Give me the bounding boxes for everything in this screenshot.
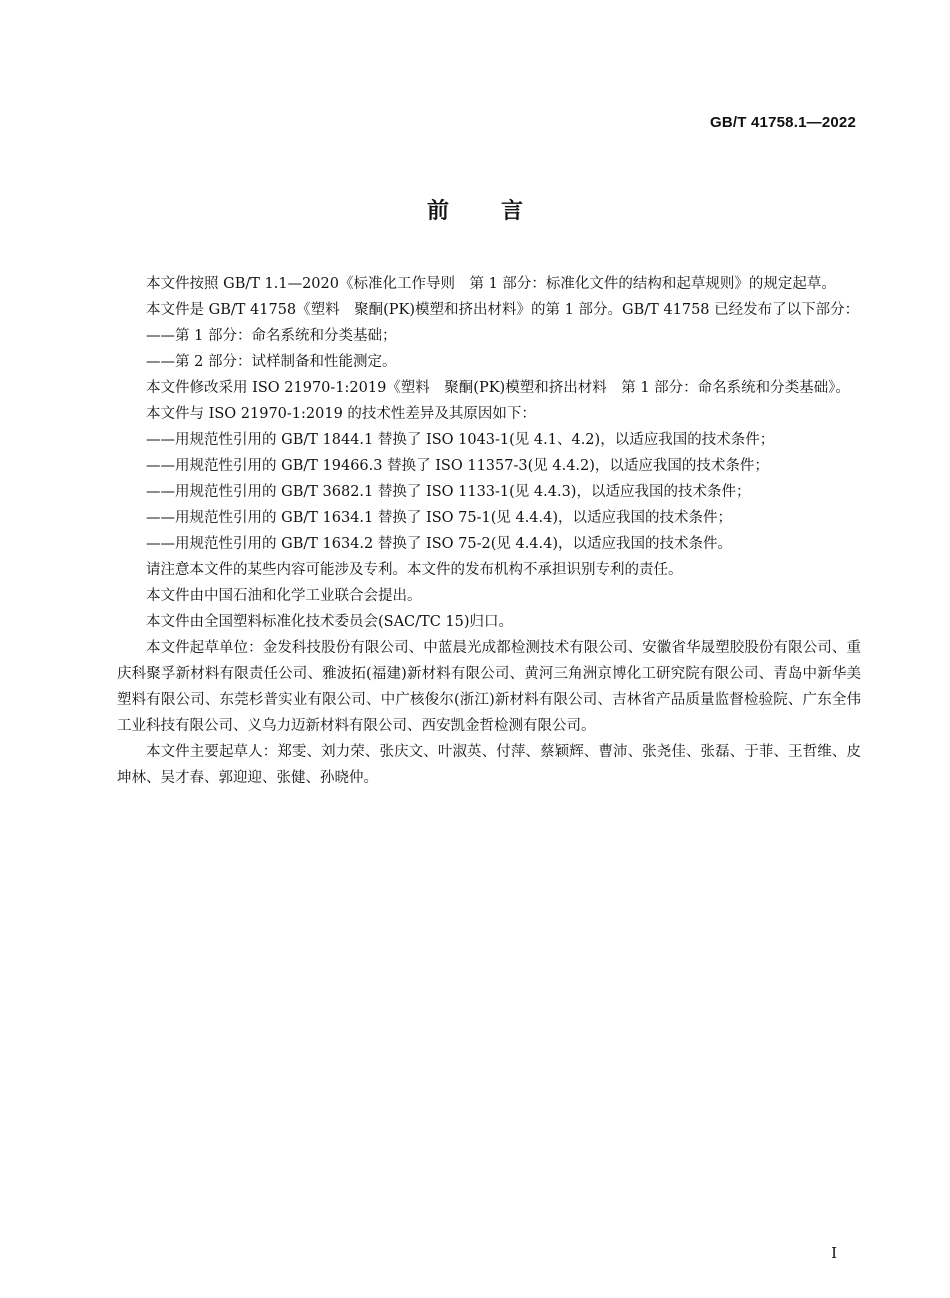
paragraph-part-info: 本文件是 GB/T 41758《塑料 聚酮(PK)模塑和挤出材料》的第 1 部分。GB/T 41758 已经发布了以下部分： xyxy=(146,302,860,318)
standard-code: GB/T 41758.1—2022 xyxy=(710,114,856,131)
list-item-difference-5: ——用规范性引用的 GB/T 1634.2 替换了 ISO 75-2(见 4.4.4)，以适应我国的技术条件。 xyxy=(146,536,733,552)
paragraph-iso-adoption: 本文件修改采用 ISO 21970-1:2019《塑料 聚酮(PK)模塑和挤出材料 第 1 部分：命名系统和分类基础》。 xyxy=(146,380,850,396)
list-item-difference-2: ——用规范性引用的 GB/T 19466.3 替换了 ISO 11357-3(见 4.4.2)，以适应我国的技术条件； xyxy=(146,458,769,474)
page-number: I xyxy=(831,1244,837,1262)
paragraph-patent-notice: 请注意本文件的某些内容可能涉及专利。本文件的发布机构不承担识别专利的责任。 xyxy=(146,562,683,578)
paragraph-drafting-units: 本文件起草单位：金发科技股份有限公司、中蓝晨光成都检测技术有限公司、安徽省华晟塑胶股份有限公司、重庆科聚孚新材料有限责任公司、雅波拓(福建)新材料有限公司、黄河三角洲京博化工研究院有限公司、青岛中新华美塑料有限公司、东莞杉普实业有限公司、中广核俊尔(浙江)新材料有限公司、吉林省产品质量监督检验院、广东全伟工业科技有限公司、义乌力迈新材料有限公司、西安凯金哲检测有限公司。 xyxy=(117,640,861,734)
list-item-difference-4: ——用规范性引用的 GB/T 1634.1 替换了 ISO 75-1(见 4.4.4)，以适应我国的技术条件； xyxy=(146,510,733,526)
paragraph-drafting-rules: 本文件按照 GB/T 1.1—2020《标准化工作导则 第 1 部分：标准化文件的结构和起草规则》的规定起草。 xyxy=(146,276,836,292)
paragraph-differences-intro: 本文件与 ISO 21970-1:2019 的技术性差异及其原因如下： xyxy=(146,406,536,422)
foreword-body xyxy=(117,271,861,791)
paragraph-proposed-by: 本文件由中国石油和化学工业联合会提出。 xyxy=(146,588,422,604)
list-item-part-1: ——第 1 部分：命名系统和分类基础； xyxy=(146,328,397,344)
list-item-difference-3: ——用规范性引用的 GB/T 3682.1 替换了 ISO 1133-1(见 4.4.3)，以适应我国的技术条件； xyxy=(146,484,751,500)
paragraph-managed-by: 本文件由全国塑料标准化技术委员会(SAC/TC 15)归口。 xyxy=(146,614,514,630)
list-item-difference-1: ——用规范性引用的 GB/T 1844.1 替换了 ISO 1043-1(见 4.1、4.2)，以适应我国的技术条件； xyxy=(146,432,775,448)
list-item-part-2: ——第 2 部分：试样制备和性能测定。 xyxy=(146,354,397,370)
paragraph-drafters: 本文件主要起草人：郑雯、刘力荣、张庆文、叶淑英、付萍、蔡颖辉、曹沛、张尧佳、张磊、于菲、王哲维、皮坤林、吴才春、郭迎迎、张健、孙晓仲。 xyxy=(117,744,861,786)
page-title: 前言 xyxy=(426,199,575,224)
